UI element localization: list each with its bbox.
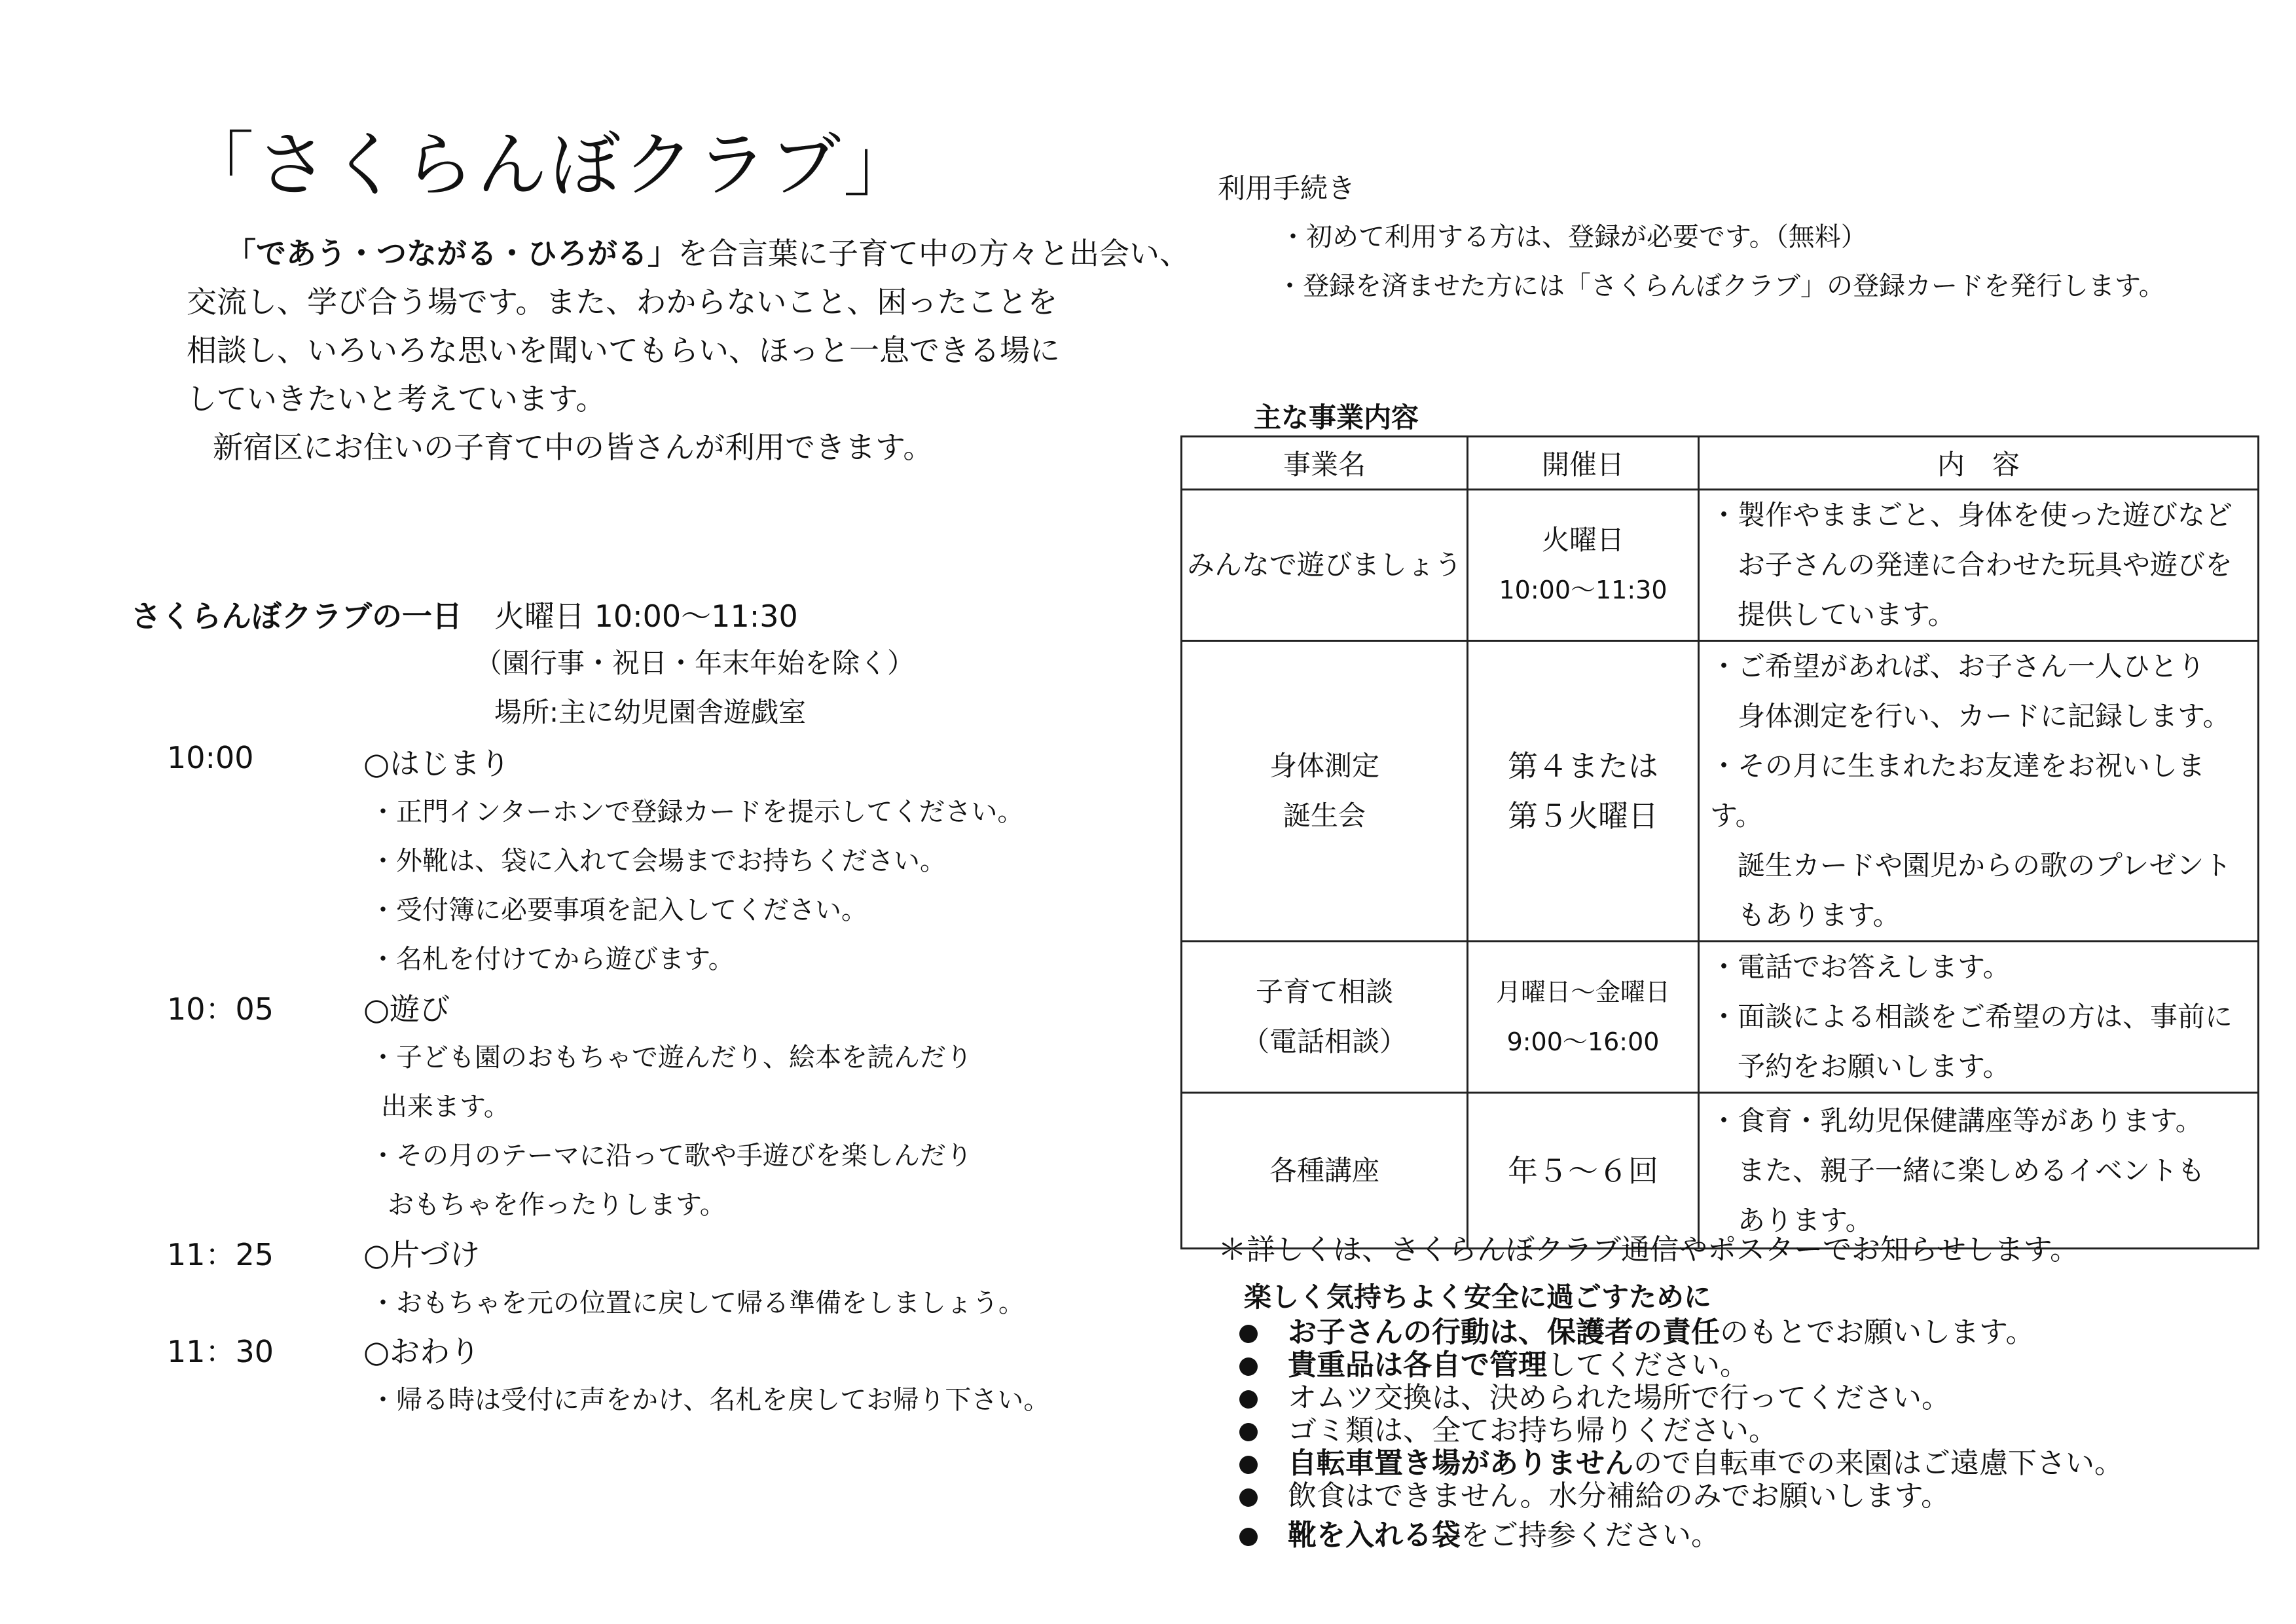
schedule-note: ・名札を付けてから遊びます。 (370, 944, 735, 974)
row-content: ・電話でお答えします。 ・面談による相談をご希望の方は、事前に 予約をお願いします。 (1699, 942, 2259, 1093)
rules-list (1239, 1316, 2123, 1559)
schedule-title: ○はじまり (363, 746, 511, 781)
list-item: 靴を入れる袋をご持参ください。 (1239, 1519, 2123, 1559)
intro-motto: 「であう・つながる・ひろがる」 (226, 236, 678, 271)
schedule-note: ・おもちゃを元の位置に戻して帰る準備をしましょう。 (370, 1288, 1025, 1318)
row-date: 火曜日 10:00～11:30 (1468, 490, 1699, 641)
schedule-note: ・外靴は、袋に入れて会場までお持ちください。 (370, 846, 946, 876)
bullet-icon (1239, 1488, 1258, 1507)
table-row (1182, 490, 2259, 641)
schedule-note: ・受付簿に必要事項を記入してください。 (370, 895, 867, 925)
procedure-heading: 利用手続き (1218, 172, 1356, 204)
day-time: 火曜日 10:00～11:30 (494, 599, 798, 634)
schedule-note: ・帰る時は受付に声をかけ、名札を戻してお帰り下さい。 (370, 1385, 1050, 1415)
table-row (1182, 1093, 2259, 1249)
table-header: 開催日 (1468, 437, 1699, 490)
schedule-title: ○片づけ (363, 1237, 481, 1272)
row-content: ・食育・乳幼児保健講座等があります。 また、親子一緒に楽しめるイベントも あります。 (1699, 1093, 2259, 1249)
schedule-note: 出来ます。 (381, 1092, 510, 1122)
bullet-icon (1239, 1325, 1258, 1343)
schedule-note: ・子ども園のおもちゃで遊んだり、絵本を読んだり (370, 1043, 972, 1073)
intro-line-5: 新宿区にお住いの子育て中の皆さんが利用できます。 (213, 430, 934, 465)
day-place: 場所:主に幼児園舎遊戯室 (494, 696, 807, 728)
row-date: 月曜日～金曜日 9:00～16:00 (1468, 942, 1699, 1093)
table-header: 内 容 (1699, 437, 2259, 490)
schedule-title: ○遊び (363, 991, 450, 1027)
table-row (1182, 641, 2259, 942)
bullet-icon (1239, 1423, 1258, 1441)
row-name: 各種講座 (1182, 1093, 1468, 1249)
row-date: 第４または 第５火曜日 (1468, 641, 1699, 942)
rules-heading: 楽しく気持ちよく安全に過ごすために (1244, 1281, 1712, 1313)
list-item: お子さんの行動は、保護者の責任のもとでお願いします。 (1239, 1316, 2123, 1349)
schedule-time: 11：30 (167, 1334, 274, 1369)
business-table (1180, 435, 2259, 1249)
bullet-icon (1239, 1390, 1258, 1409)
page-title: 「さくらんぼクラブ」 (183, 124, 917, 206)
bullet-icon (1239, 1357, 1258, 1376)
info-note: ＊詳しくは、さくらんぼクラブ通信やポスターでお知らせします。 (1218, 1233, 2079, 1266)
schedule-time: 11：25 (167, 1237, 274, 1272)
intro-line-3: 相談し、いろいろな思いを聞いてもらい、ほっと一息できる場に (187, 333, 1060, 368)
intro-line-1: を合言葉に子育て中の方々と出会い、 (678, 236, 1190, 271)
row-content: ・製作やままごと、身体を使った遊びなど お子さんの発達に合わせた玩具や遊びを 提供しています。 (1699, 490, 2259, 641)
row-name: みんなで遊びましょう (1182, 490, 1468, 641)
procedure-item: ・初めて利用する方は、登録が必要です。（無料） (1280, 222, 1867, 252)
procedure-item: ・登録を済ませた方には「さくらんぼクラブ」の登録カードを発行します。 (1277, 271, 2165, 301)
schedule-note: ・正門インターホンで登録カードを提示してください。 (370, 797, 1024, 827)
row-content: ・ご希望があれば、お子さん一人ひとり 身体測定を行い、カードに記録します。 ・その月に生まれたお友達をお祝いします。 誕生カードや園児からの歌のプレゼント もあります。 (1699, 641, 2259, 942)
list-item: ゴミ類は、全てお持ち帰りください。 (1239, 1414, 2123, 1447)
list-item: オムツ交換は、決められた場所で行ってください。 (1239, 1382, 2123, 1414)
row-name: 身体測定 誕生会 (1182, 641, 1468, 942)
bullet-icon (1239, 1456, 1258, 1474)
intro-line-4: していきたいと考えています。 (187, 381, 606, 416)
list-item: 飲食はできません。水分補給のみでお願いします。 (1239, 1480, 2123, 1519)
list-item: 自転車置き場がありませんので自転車での来園はご遠慮下さい。 (1239, 1447, 2123, 1480)
list-item: 貴重品は各自で管理してください。 (1239, 1349, 2123, 1382)
row-name: 子育て相談 （電話相談） (1182, 942, 1468, 1093)
row-date: 年５～６回 (1468, 1093, 1699, 1249)
day-heading: さくらんぼクラブの一日 (131, 599, 462, 634)
table-header: 事業名 (1182, 437, 1468, 490)
schedule-note: おもちゃを作ったりします。 (388, 1190, 726, 1220)
schedule-time: 10：05 (167, 991, 274, 1027)
intro-line-2: 交流し、学び合う場です。また、わからないこと、困ったことを (187, 284, 1058, 320)
bullet-icon (1239, 1528, 1258, 1546)
schedule-title: ○おわり (363, 1334, 481, 1369)
day-except: （園行事・祝日・年末年始を除く） (475, 647, 915, 679)
table-row (1182, 942, 2259, 1093)
schedule-note: ・その月のテーマに沿って歌や手遊びを楽しんだり (370, 1141, 972, 1171)
table-header-row (1182, 437, 2259, 490)
intro-paragraph (187, 229, 1190, 471)
schedule-time: 10:00 (167, 740, 254, 775)
business-heading: 主な事業内容 (1254, 401, 1419, 434)
